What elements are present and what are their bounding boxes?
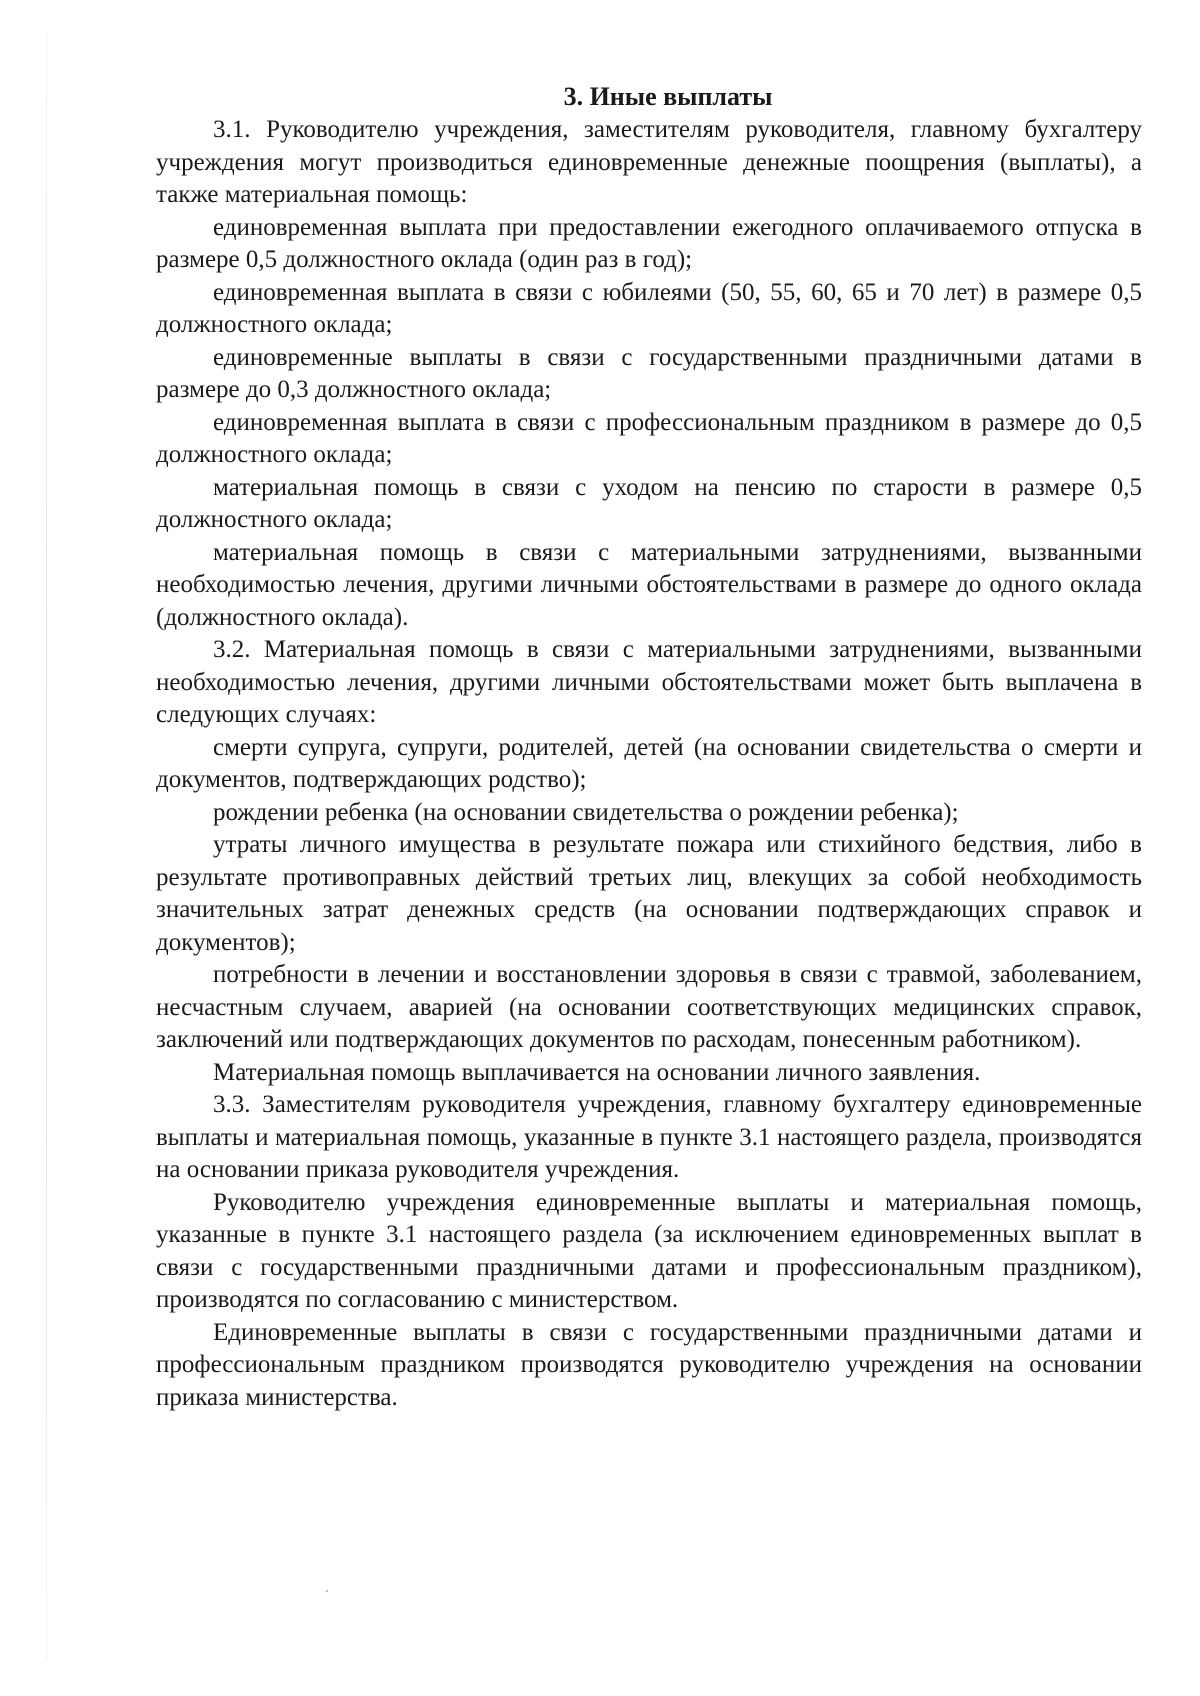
list-item-jubilee-payment: единовременная выплата в связи с юбилеями (50, 55, 60, 65 и 70 лет) в размере 0,5 должностного оклада; bbox=[156, 278, 1142, 338]
list-item-property-loss: утраты личного имущества в результате пожара или стихийного бедствия, либо в результате противоправных действий третьих лиц, влекущих за собой необходимость значительных затрат денежных средств (на основании подтверждающих справок и документов); bbox=[156, 831, 1142, 956]
document-body bbox=[156, 82, 1142, 1414]
section-title: 3. Иные выплаты bbox=[563, 82, 773, 111]
scan-edge-line bbox=[46, 30, 47, 1660]
list-item-annual-leave-payment: единовременная выплата при предоставлении ежегодного оплачиваемого отпуска в размере 0,5 должностного оклада (один раз в год); bbox=[156, 213, 1142, 273]
list-item-death-of-relative: смерти супруга, супруги, родителей, детей (на основании свидетельства о смерти и документов, подтверждающих родство); bbox=[156, 733, 1142, 793]
list-item-professional-holiday-payment: единовременная выплата в связи с профессиональным праздником в размере до 0,5 должностного оклада; bbox=[156, 408, 1142, 468]
paragraph-3-3: 3.3. Заместителям руководителя учреждения, главному бухгалтеру единовременные выплаты и материальная помощь, указанные в пункте 3.1 настоящего раздела, производятся на основании приказа руководителя учреждения. bbox=[156, 1091, 1142, 1183]
paragraph-3-1: 3.1. Руководителю учреждения, заместителям руководителя, главному бухгалтеру учреждения могут производиться единовременные денежные поощрения (выплаты), а также материальная помощь: bbox=[156, 116, 1142, 208]
paragraph-aid-on-application: Материальная помощь выплачивается на основании личного заявления. bbox=[213, 1058, 981, 1086]
paragraph-holiday-payments-order: Единовременные выплаты в связи с государственными праздничными датами и профессиональным праздником производятся руководителю учреждения на основании приказа министерства. bbox=[156, 1318, 1142, 1411]
list-item-medical-treatment: потребности в лечении и восстановлении здоровья в связи с травмой, заболеванием, несчастным случаем, аварией (на основании соответствующих медицинских справок, заключений или подтверждающих документов по расходам, понесенным работником). bbox=[156, 961, 1142, 1053]
paragraph-3-2: 3.2. Материальная помощь в связи с материальными затруднениями, вызванными необходимостью лечения, другими личными обстоятельствами может быть выплачена в следующих случаях: bbox=[156, 636, 1142, 728]
paragraph-head-payments: Руководителю учреждения единовременные выплаты и материальная помощь, указанные в пункте 3.1 настоящего раздела (за исключением единовременных выплат в связи с государственными праздничными датами и профессиональным праздником), производятся по согласованию с министерством. bbox=[156, 1188, 1142, 1313]
list-item-retirement-aid: материальная помощь в связи с уходом на пенсию по старости в размере 0,5 должностного оклада; bbox=[156, 473, 1142, 533]
list-item-holiday-payment: единовременные выплаты в связи с государственными праздничными датами в размере до 0,3 должностного оклада; bbox=[156, 343, 1142, 403]
list-item-hardship-aid: материальная помощь в связи с материальными затруднениями, вызванными необходимостью лечения, другими личными обстоятельствами в размере до одного оклада (должностного оклада). bbox=[156, 538, 1142, 631]
list-item-birth-of-child: рождении ребенка (на основании свидетельства о рождении ребенка); bbox=[213, 798, 959, 826]
scan-speck bbox=[326, 1590, 328, 1592]
